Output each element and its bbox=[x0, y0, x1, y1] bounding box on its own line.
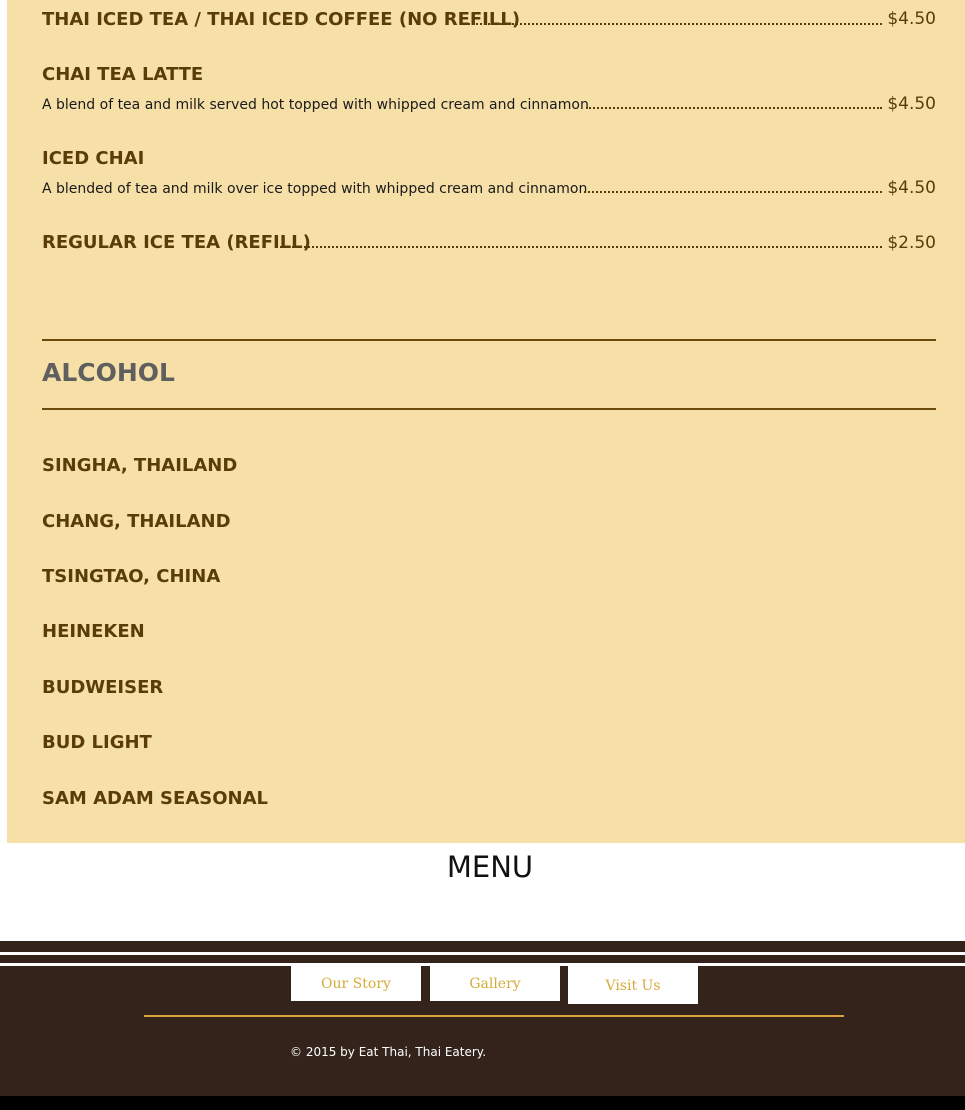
leader-dots bbox=[280, 246, 882, 248]
section-divider-top bbox=[42, 339, 936, 341]
item-price: $4.50 bbox=[887, 9, 936, 29]
alcohol-item: TSINGTAO, CHINA bbox=[42, 566, 221, 587]
alcohol-item: SINGHA, THAILAND bbox=[42, 455, 238, 476]
item-name: REGULAR ICE TEA (REFILL) bbox=[42, 232, 311, 253]
nav-our-story-button[interactable]: Our Story bbox=[291, 965, 421, 1001]
alcohol-item: HEINEKEN bbox=[42, 621, 145, 642]
footer-divider bbox=[144, 1015, 844, 1017]
bottom-bar bbox=[0, 1096, 965, 1110]
nav-gallery-button[interactable]: Gallery bbox=[430, 965, 560, 1001]
leader-dots bbox=[460, 23, 882, 25]
alcohol-item: BUD LIGHT bbox=[42, 732, 152, 753]
alcohol-item: CHANG, THAILAND bbox=[42, 511, 231, 532]
item-description: A blend of tea and milk served hot topped with whipped cream and cinnamon bbox=[42, 97, 589, 113]
section-divider-bottom bbox=[42, 408, 936, 410]
item-price: $2.50 bbox=[887, 233, 936, 253]
item-name: CHAI TEA LATTE bbox=[42, 64, 204, 85]
item-name: ICED CHAI bbox=[42, 148, 145, 169]
item-name: THAI ICED TEA / THAI ICED COFFEE (NO REFILL) bbox=[42, 9, 521, 30]
alcohol-item: BUDWEISER bbox=[42, 677, 164, 698]
footer-stripe bbox=[0, 952, 965, 955]
leader-dots bbox=[584, 191, 882, 193]
page-title: MENU bbox=[446, 850, 534, 884]
item-price: $4.50 bbox=[887, 94, 936, 114]
leader-dots bbox=[586, 107, 882, 109]
item-description: A blended of tea and milk over ice topped with whipped cream and cinnamon bbox=[42, 181, 588, 197]
copyright-text: © 2015 by Eat Thai, Thai Eatery. bbox=[290, 1045, 487, 1059]
item-price: $4.50 bbox=[887, 178, 936, 198]
menu-item bbox=[42, 228, 936, 268]
section-title: ALCOHOL bbox=[42, 358, 175, 387]
menu-item bbox=[42, 0, 936, 40]
menu-item bbox=[42, 60, 936, 120]
nav-visit-us-button[interactable]: Visit Us bbox=[568, 966, 698, 1004]
menu-item bbox=[42, 144, 936, 204]
menu-panel bbox=[7, 0, 965, 843]
alcohol-item: SAM ADAM SEASONAL bbox=[42, 788, 268, 809]
